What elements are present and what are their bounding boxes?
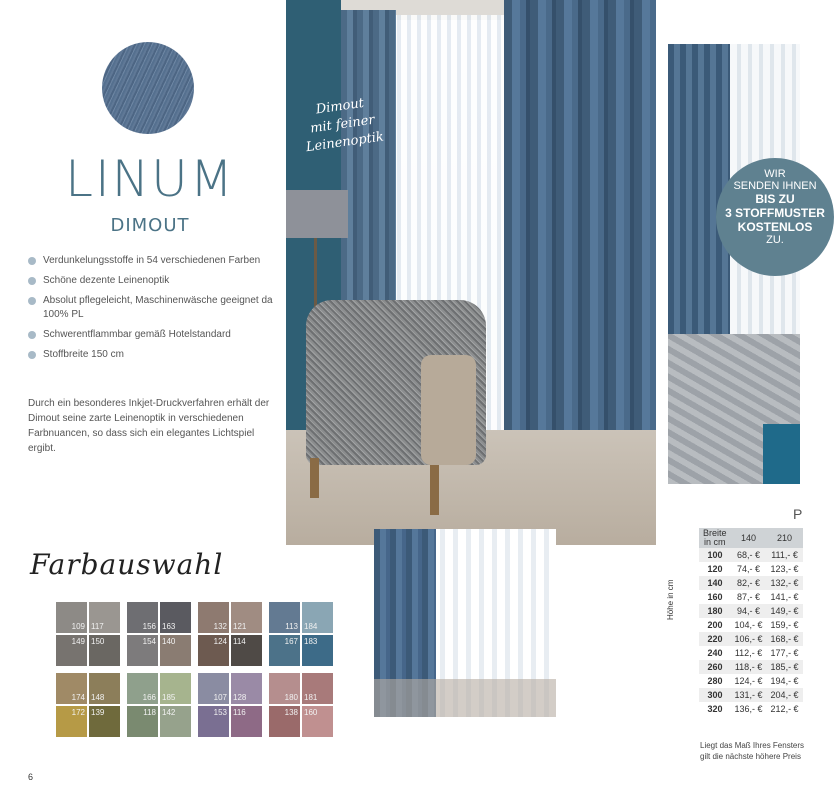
price-cell: 111,- € — [767, 548, 803, 562]
photo-callout: Dimout mit feiner Leinenoptik — [305, 95, 385, 156]
color-code: 149 — [56, 635, 87, 666]
color-code: 185 — [160, 673, 191, 704]
color-swatch-circle — [198, 673, 262, 737]
price-cell: 123,- € — [770, 564, 799, 574]
price-cell: 94,- € — [731, 604, 767, 618]
price-cell: 74,- € — [737, 564, 761, 574]
color-swatch-circle — [56, 673, 120, 737]
price-cell: 177,- € — [770, 648, 799, 658]
price-cell: 132,- € — [767, 576, 803, 590]
price-cell: 168,- € — [767, 632, 803, 646]
price-cell: 87,- € — [737, 592, 761, 602]
price-row — [699, 702, 803, 716]
width-col-header: 140 — [731, 528, 767, 548]
price-table-heading: P — [793, 506, 803, 522]
color-code: 174 — [56, 673, 87, 704]
color-code: 167 — [269, 635, 300, 666]
price-cell: 212,- € — [770, 704, 799, 714]
color-code: 160 — [302, 706, 333, 737]
color-code: 166 — [127, 673, 158, 704]
price-footnote: Liegt das Maß Ihres Fensters gilt die nächste höhere Preis — [700, 741, 805, 761]
feature-item: Schöne dezente Leinenoptik — [28, 274, 278, 288]
price-cell: 82,- € — [731, 576, 767, 590]
color-code: 109 — [56, 602, 87, 633]
price-cell: 141,- € — [770, 592, 799, 602]
color-code: 107 — [198, 673, 229, 704]
color-code: 117 — [89, 602, 120, 633]
color-code: 156 — [127, 602, 158, 633]
color-code: 121 — [231, 602, 262, 633]
height-value: 200 — [707, 620, 723, 630]
color-code: 172 — [56, 706, 87, 737]
color-code: 183 — [302, 635, 333, 666]
color-code: 153 — [198, 706, 229, 737]
main-room-photo — [286, 0, 656, 545]
feature-list — [28, 254, 278, 368]
height-value: 100 — [699, 548, 731, 562]
height-value: 140 — [699, 576, 731, 590]
color-code: 150 — [89, 635, 120, 666]
color-code: 116 — [231, 706, 262, 737]
product-title: LINUM — [65, 150, 235, 208]
feature-item: Verdunkelungsstoffe in 54 verschiedenen Farben — [28, 254, 278, 268]
price-cell: 159,- € — [770, 620, 799, 630]
color-swatch-circle — [127, 602, 191, 666]
color-swatch-circle — [56, 602, 120, 666]
color-code: 184 — [302, 602, 333, 633]
height-value: 220 — [699, 632, 731, 646]
height-value: 240 — [707, 648, 723, 658]
color-code: 114 — [231, 635, 262, 666]
product-subtitle: DIMOUT — [110, 215, 190, 236]
color-code: 148 — [89, 673, 120, 704]
color-code: 139 — [89, 706, 120, 737]
height-value: 280 — [707, 676, 723, 686]
product-description: Durch ein besonderes Inkjet-Druckverfahren erhält der Dimout seine zarte Leinenoptik in verschiedenen Farbnuancen, so dass sich ein elegantes Lichtspiel ergibt. — [28, 398, 270, 454]
curtain-detail-photo — [374, 529, 556, 717]
price-row — [699, 674, 803, 688]
width-header-label: Breite in cm — [699, 528, 731, 548]
price-cell: 68,- € — [731, 548, 767, 562]
color-swatch-circle — [269, 602, 333, 666]
color-code: 154 — [127, 635, 158, 666]
height-axis-label: Höhe in cm — [666, 579, 675, 620]
price-cell: 124,- € — [734, 676, 763, 686]
price-row — [699, 548, 803, 562]
price-row — [699, 688, 803, 702]
price-row — [699, 604, 803, 618]
color-code: 132 — [198, 602, 229, 633]
color-section-heading: Farbauswahl — [30, 548, 224, 581]
price-cell: 149,- € — [767, 604, 803, 618]
feature-item: Stoffbreite 150 cm — [28, 348, 278, 362]
color-code: 140 — [160, 635, 191, 666]
color-code: 118 — [127, 706, 158, 737]
color-code: 128 — [231, 673, 262, 704]
height-value: 320 — [707, 704, 723, 714]
page-number: 6 — [28, 772, 34, 782]
color-swatch-circle — [127, 673, 191, 737]
price-cell: 204,- € — [767, 688, 803, 702]
price-row — [699, 576, 803, 590]
free-samples-badge: WIR SENDEN IHNEN BIS ZU 3 STOFFMUSTER KOSTENLOS ZU. — [716, 158, 834, 276]
price-cell: 194,- € — [770, 676, 799, 686]
price-row — [699, 562, 803, 576]
price-cell: 185,- € — [767, 660, 803, 674]
price-cell: 104,- € — [734, 620, 763, 630]
price-table — [699, 528, 803, 716]
width-col-header: 210 — [767, 528, 803, 548]
floor-lamp — [286, 190, 348, 238]
height-value: 300 — [699, 688, 731, 702]
price-row — [699, 632, 803, 646]
price-cell: 136,- € — [734, 704, 763, 714]
feature-item: Schwerentflammbar gemäß Hotelstandard — [28, 328, 278, 342]
color-code: 124 — [198, 635, 229, 666]
price-cell: 112,- € — [734, 648, 763, 658]
color-code: 113 — [269, 602, 300, 633]
color-code: 180 — [269, 673, 300, 704]
color-code: 138 — [269, 706, 300, 737]
fabric-swatch-hero — [102, 42, 194, 134]
price-row — [699, 618, 803, 632]
height-value: 260 — [699, 660, 731, 674]
color-swatch-circle — [269, 673, 333, 737]
price-row — [699, 590, 803, 604]
price-row — [699, 660, 803, 674]
price-row — [699, 646, 803, 660]
height-value: 160 — [707, 592, 723, 602]
price-cell: 106,- € — [731, 632, 767, 646]
price-cell: 131,- € — [731, 688, 767, 702]
color-code: 181 — [302, 673, 333, 704]
height-value: 180 — [699, 604, 731, 618]
feature-item: Absolut pflegeleicht, Maschinenwäsche geeignet da 100% PL — [28, 294, 278, 322]
price-cell: 118,- € — [731, 660, 767, 674]
color-code: 142 — [160, 706, 191, 737]
color-swatch-circle — [198, 602, 262, 666]
color-code: 163 — [160, 602, 191, 633]
height-value: 120 — [707, 564, 723, 574]
